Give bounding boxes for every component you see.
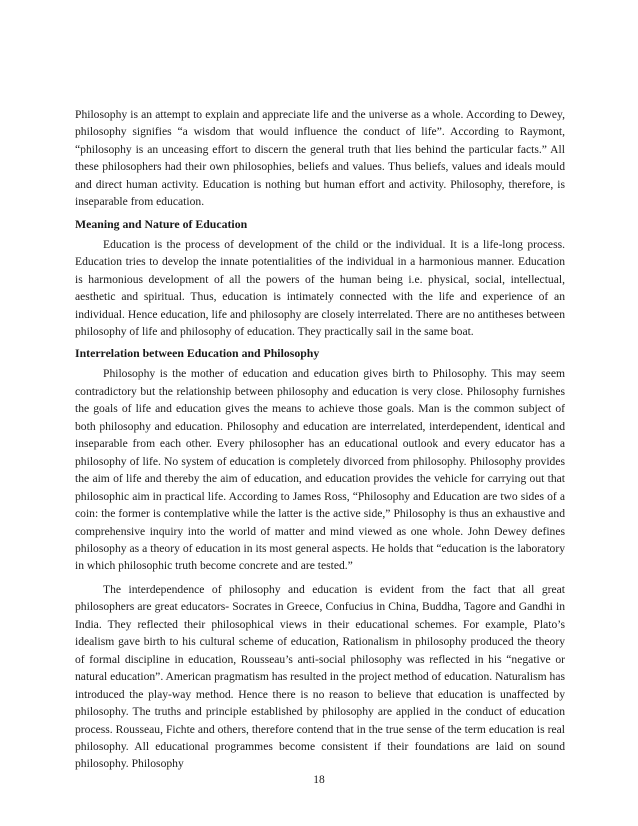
- page-number: 18: [313, 774, 325, 786]
- intro-paragraph: Philosophy is an attempt to explain and appreciate life and the universe as a whole. According to Dewey, philosophy signifies “a wisdom that would influence the conduct of life”. According to Raymont, “philosophy is an unceasing effort to discern the general truth that lies behind the particular facts.” All these philosophers had their own philosophies, beliefs and values. Thus beliefs, values and ideals mould and direct human activity. Education is nothing but human effort and activity. Philosophy, therefore, is inseparable from education.: [75, 108, 565, 209]
- interrelation-paragraph: Philosophy is the mother of education and education gives birth to Philosophy. This may seem contradictory but the relationship between philosophy and education is very close. Philosophy furnishes the goals of life and education gives the means to achieve those goals. Man is the common subject of both philosophy and education. Philosophy and education are interrelated, interdependent, identical and inseparable from each other. Every philosopher has an educational outlook and every educator has a philosophy of life. No system of education is completely divorced from philosophy. Philosophy provides the aim of life and thereby the aim of education, and education provides the vehicle for carrying out that philosophic aim in practical life. According to James Ross, “Philosophy and Education are two sides of a coin: the former is contemplative while the latter is the active side,” Philosophy is thus an exhaustive and comprehensive inquiry into the world of matter and mind viewed as one whole. John Dewey defines philosophy as a theory of education in its most general aspects. He holds that “education is the laboratory in which philosophic truth become concrete and are tested.”: [75, 367, 565, 573]
- meaning-paragraph: Education is the process of development of the child or the individual. It is a life-long process. Education tries to develop the innate potentialities of the individual in a harmonious manner. Education is harmonious development of all the powers of the human being i.e. physical, social, intellectual, aesthetic and spiritual. Thus, education is intimately connected with the life and experience of an individual. Hence education, life and philosophy are closely interrelated. There are no antitheses between philosophy of life and philosophy of education. They practically sail in the same boat.: [75, 237, 565, 338]
- heading-interrelation-education-philosophy: Interrelation between Education and Philosophy: [75, 346, 320, 361]
- interdependence-paragraph: The interdependence of philosophy and education is evident from the fact that all great philosophers are great educators- Socrates in Greece, Confucius in China, Buddha, Tagore and Gandhi in India. They reflected their philosophical views in their educational schemes. For example, Plato’s idealism gave birth to his cultural scheme of education, Rationalism in philosophy produced the theory of formal discipline in education, Rousseau’s anti-social philosophy was reflected in his “negative or natural education”. American pragmatism has resulted in the project method of education. Naturalism has introduced the play-way method. Hence there is no reason to believe that education is unaffected by philosophy. The truths and principle established by philosophy are applied in the conduct of education process. Rousseau, Fichte and others, therefore contend that in the true sense of the term education is real philosophy. All educational programmes become consistent if their foundations are laid on sound philosophy. Philosophy: [75, 582, 565, 771]
- document-page: [75, 106, 565, 773]
- heading-meaning-nature-education: Meaning and Nature of Education: [75, 216, 248, 231]
